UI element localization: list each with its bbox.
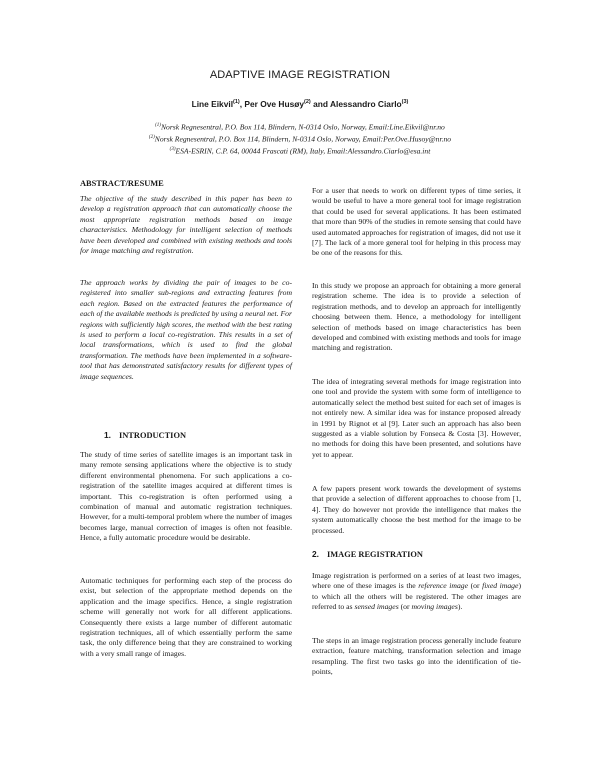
- abstract-paragraph: The objective of the study described in this paper has been to develop a registration approach that can automatically choose the most appropriate registration methods based on image characteristics. Methodology for intelligent selection of methods have been developed and combined with existing methods and tools for image matching and registration.: [80, 194, 292, 256]
- body-paragraph: For a user that needs to work on different types of time series, it would be useful to have a more general tool for image registration that could be used for several applications. It has been estimated that more than 90% of the studies in remote sensing that could have used automated approaches for registration of images, did not use it [7]. The lack of a more general tool for helping in this process may be one of the reasons for this.: [312, 186, 521, 258]
- affiliation-line: $^{(1)}$Norsk Regnesentral, P.O. Box 114, Blindern, N-0314 Oslo, Norway, Email:Line.Eikvil@nr.no: [155, 122, 445, 132]
- affiliation-line: $^{(2)}$Norsk Regnesentral, P.O. Box 114, Blindern, N-0314 Oslo, Norway, Email:Per.Ove.Husoy@nr.no: [148, 134, 452, 144]
- section-heading-image-registration: [312, 549, 423, 559]
- body-paragraph: The study of time series of satellite images is an important task in many remote sensing applications where the objective is to study different environmental phenomena. For such applications a co-registration of the satellite images acquired at different times is important. This co-registration is often performed using a combination of manual and automatic registration techniques. However, for a multi-temporal problem where the number of images becomes large, manual correction of images is often not feasible. Hence, a fully automatic procedure would be desirable.: [80, 450, 292, 543]
- body-paragraph: Automatic techniques for performing each step of the process do exist, but selection of the appropriate method depends on the application and the image specifics. Hence, a single registration scheme will generally not work for all different applications. Consequently there exists a large number of different automatic registration techniques, all of which essentially perform the same task, the only difference being that they are constrained to working with a very small range of images.: [80, 576, 292, 658]
- section-number: 1.: [104, 430, 111, 440]
- body-paragraph: Image registration is performed on a series of at least two images, where one of these images is the reference image (or fixed image) to which all the others will be registered. The other images are referred to as sensed images (or moving images).: [312, 571, 521, 612]
- author-name: Alessandro Ciarlo: [329, 99, 402, 109]
- author-list: Line Eikvil$^{(1)}$, Per Ove Husøy$^{(2)}$ and Alessandro Ciarlo$^{(3)}$: [191, 99, 409, 109]
- affiliation-list: [0, 121, 600, 157]
- abstract-paragraph: The approach works by dividing the pair of images to be co-registered into smaller sub-regions and extracting features from each region. Based on the extracted features the performance of each of the available methods is predicted by using a neural net. For regions with sufficiently high scores, the method with the best rating is used to perform a local co-registration. This results in a set of local transformations, which is used to find the global transformation. The methods have been implemented in a software-tool that has demonstrated satisfactory results for different types of image sequences.: [80, 278, 292, 381]
- body-paragraph: The steps in an image registration process generally include feature extraction, feature matching, transformation selection and image resampling. The first two tasks go into the identification of tie-points,: [312, 636, 521, 677]
- body-paragraph: A few papers present work towards the development of systems that provide a selection of different approaches to choose from [1, 4]. They do however not provide the intelligence that makes the system automatically choose the best method for the image to be processed.: [312, 484, 521, 535]
- abstract-heading: ABSTRACT/RESUME: [80, 179, 164, 188]
- author-mark: (1): [233, 99, 240, 106]
- section-number: 2.: [312, 549, 319, 559]
- section-heading-introduction: [104, 430, 186, 440]
- body-paragraph: The idea of integrating several methods for image registration into one tool and provide the system with some form of intelligence to automatically select the method best suited for each set of images is not entirely new. A similar idea was for instance proposed already in 1991 by Rignot et al [9]. Later such an approach has also been suggested as a viable solution by Fonseca & Costa [3]. However, no methods for doing this have been presented, and solutions have yet to appear.: [312, 377, 521, 459]
- author-mark: (3): [401, 99, 409, 106]
- author-name: Per Ove Husøy: [244, 99, 305, 109]
- section-title: IMAGE REGISTRATION: [327, 550, 423, 559]
- body-paragraph: In this study we propose an approach for obtaining a more general registration scheme. The idea is to provide a selection of registration methods, and to develop an approach for intelligently choosing between them. Hence, a methodology for intelligent selection of methods based on image characteristics has been developed and combined with existing methods and tools for image matching and registration.: [312, 281, 521, 353]
- section-title: INTRODUCTION: [119, 431, 187, 440]
- author-mark: (2): [304, 99, 311, 106]
- affiliation-line: $^{(3)}$ESA-ESRIN, C.P. 64, 00044 Frascati (RM), Italy, Email:Alessandro.Ciarlo@esa.int: [169, 146, 431, 156]
- paper-title: ADAPTIVE IMAGE REGISTRATION: [209, 69, 391, 81]
- author-name: Line Eikvil: [191, 99, 234, 109]
